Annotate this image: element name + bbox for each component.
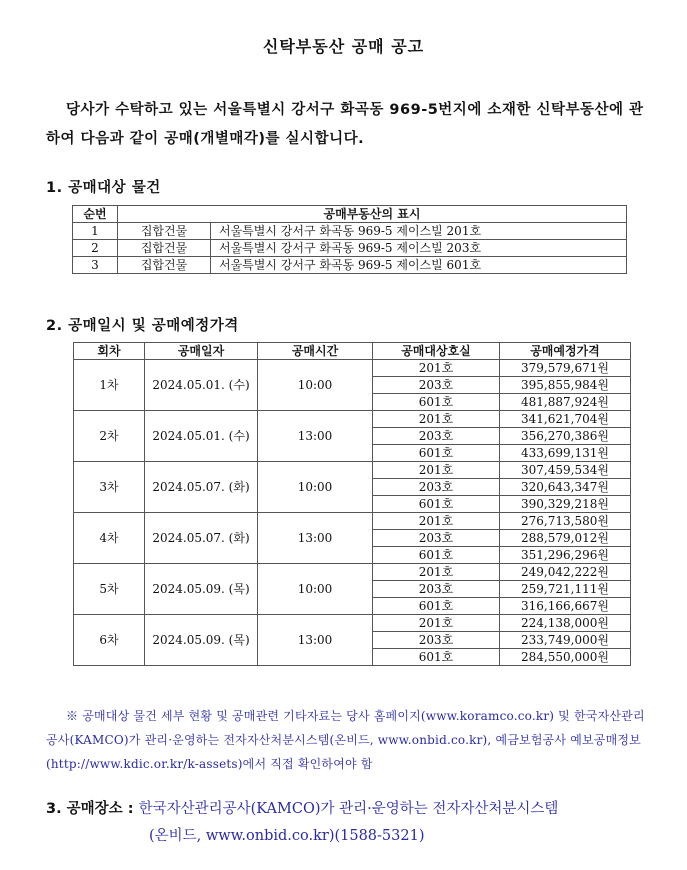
items-row — [73, 257, 627, 274]
date-cell: 2024.05.01. (수) — [145, 411, 258, 462]
intro-paragraph: 당사가 수탁하고 있는 서울특별시 강서구 화곡동 969-5번지에 소재한 신탁부동산에 관하여 다음과 같이 공매(개별매각)를 실시합니다. — [46, 102, 644, 147]
date-cell: 2024.05.07. (화) — [145, 513, 258, 564]
schedule-row — [74, 615, 631, 632]
unit-cell: 203호 — [373, 581, 500, 598]
schedule-row — [74, 360, 631, 377]
price-cell: 259,721,111원 — [500, 581, 631, 598]
item-type: 집합건물 — [118, 223, 211, 240]
notice-text: ※ 공매대상 물건 세부 현황 및 공매관련 기타자료는 당사 홈페이지(www.koramco.co.kr) 및 한국자산관리공사(KAMCO)가 관리·운영하는 전자자산처분시스템(온비드, www.onbid.co.kr), 예금보험공사 예보공매정보(http://www.kdic.or.kr/k-assets)에서 직접 확인하여야 함 — [46, 709, 645, 771]
price-cell: 233,749,000원 — [500, 632, 631, 649]
unit-cell: 601호 — [373, 445, 500, 462]
price-cell: 351,296,296원 — [500, 547, 631, 564]
price-cell: 288,579,012원 — [500, 530, 631, 547]
item-address: 서울특별시 강서구 화곡동 969-5 제이스빌 601호 — [211, 257, 627, 274]
round-cell: 1차 — [74, 360, 145, 411]
section1-heading: 1. 공매대상 물건 — [46, 180, 161, 196]
item-no: 2 — [73, 240, 118, 257]
unit-cell: 203호 — [373, 377, 500, 394]
item-type: 집합건물 — [118, 257, 211, 274]
schedule-table — [73, 342, 631, 666]
item-address: 서울특별시 강서구 화곡동 969-5 제이스빌 201호 — [211, 223, 627, 240]
items-header-row — [73, 206, 627, 223]
time-cell: 10:00 — [258, 564, 373, 615]
time-cell: 10:00 — [258, 360, 373, 411]
round-cell: 6차 — [74, 615, 145, 666]
unit-cell: 201호 — [373, 462, 500, 479]
item-no: 1 — [73, 223, 118, 240]
item-address: 서울특별시 강서구 화곡동 969-5 제이스빌 203호 — [211, 240, 627, 257]
time-cell: 13:00 — [258, 615, 373, 666]
time-cell: 10:00 — [258, 462, 373, 513]
schedule-row — [74, 513, 631, 530]
unit-cell: 601호 — [373, 649, 500, 666]
item-no: 3 — [73, 257, 118, 274]
header-date: 공매일자 — [145, 343, 258, 360]
date-cell: 2024.05.07. (화) — [145, 462, 258, 513]
unit-cell: 203호 — [373, 479, 500, 496]
price-cell: 481,887,924원 — [500, 394, 631, 411]
price-cell: 320,643,347원 — [500, 479, 631, 496]
header-price: 공매예정가격 — [500, 343, 631, 360]
unit-cell: 203호 — [373, 428, 500, 445]
unit-cell: 601호 — [373, 547, 500, 564]
notice-note — [46, 704, 656, 776]
date-cell: 2024.05.09. (목) — [145, 615, 258, 666]
round-cell: 2차 — [74, 411, 145, 462]
price-cell: 390,329,218원 — [500, 496, 631, 513]
header-round: 회차 — [74, 343, 145, 360]
section3-place — [46, 796, 666, 850]
item-type: 집합건물 — [118, 240, 211, 257]
price-cell: 284,550,000원 — [500, 649, 631, 666]
schedule-row — [74, 564, 631, 581]
price-cell: 395,855,984원 — [500, 377, 631, 394]
page-title: 신탁부동산 공매 공고 — [262, 37, 425, 56]
round-cell: 5차 — [74, 564, 145, 615]
section3-label: 3. 공매장소 : — [46, 801, 139, 817]
section3-value-line2: (온비드, www.onbid.co.kr)(1588-5321) — [149, 828, 425, 844]
unit-cell: 201호 — [373, 513, 500, 530]
section3-value-line1: 한국자산관리공사(KAMCO)가 관리·운영하는 전자자산처분시스템 — [138, 801, 559, 817]
header-time: 공매시간 — [258, 343, 373, 360]
header-unit: 공매대상호실 — [373, 343, 500, 360]
unit-cell: 201호 — [373, 564, 500, 581]
price-cell: 276,713,580원 — [500, 513, 631, 530]
schedule-row — [74, 462, 631, 479]
unit-cell: 601호 — [373, 598, 500, 615]
date-cell: 2024.05.09. (목) — [145, 564, 258, 615]
unit-cell: 201호 — [373, 615, 500, 632]
items-row — [73, 240, 627, 257]
section2-heading: 2. 공매일시 및 공매예정가격 — [46, 318, 239, 334]
schedule-header-row — [74, 343, 631, 360]
price-cell: 224,138,000원 — [500, 615, 631, 632]
round-cell: 4차 — [74, 513, 145, 564]
price-cell: 341,621,704원 — [500, 411, 631, 428]
price-cell: 433,699,131원 — [500, 445, 631, 462]
price-cell: 356,270,386원 — [500, 428, 631, 445]
unit-cell: 201호 — [373, 360, 500, 377]
header-no: 순번 — [73, 206, 118, 223]
price-cell: 379,579,671원 — [500, 360, 631, 377]
date-cell: 2024.05.01. (수) — [145, 360, 258, 411]
round-cell: 3차 — [74, 462, 145, 513]
unit-cell: 601호 — [373, 394, 500, 411]
price-cell: 316,166,667원 — [500, 598, 631, 615]
price-cell: 249,042,222원 — [500, 564, 631, 581]
price-cell: 307,459,534원 — [500, 462, 631, 479]
unit-cell: 201호 — [373, 411, 500, 428]
items-table — [72, 205, 627, 274]
time-cell: 13:00 — [258, 513, 373, 564]
unit-cell: 203호 — [373, 530, 500, 547]
header-property: 공매부동산의 표시 — [118, 206, 627, 223]
items-row — [73, 223, 627, 240]
unit-cell: 601호 — [373, 496, 500, 513]
schedule-row — [74, 411, 631, 428]
time-cell: 13:00 — [258, 411, 373, 462]
unit-cell: 203호 — [373, 632, 500, 649]
